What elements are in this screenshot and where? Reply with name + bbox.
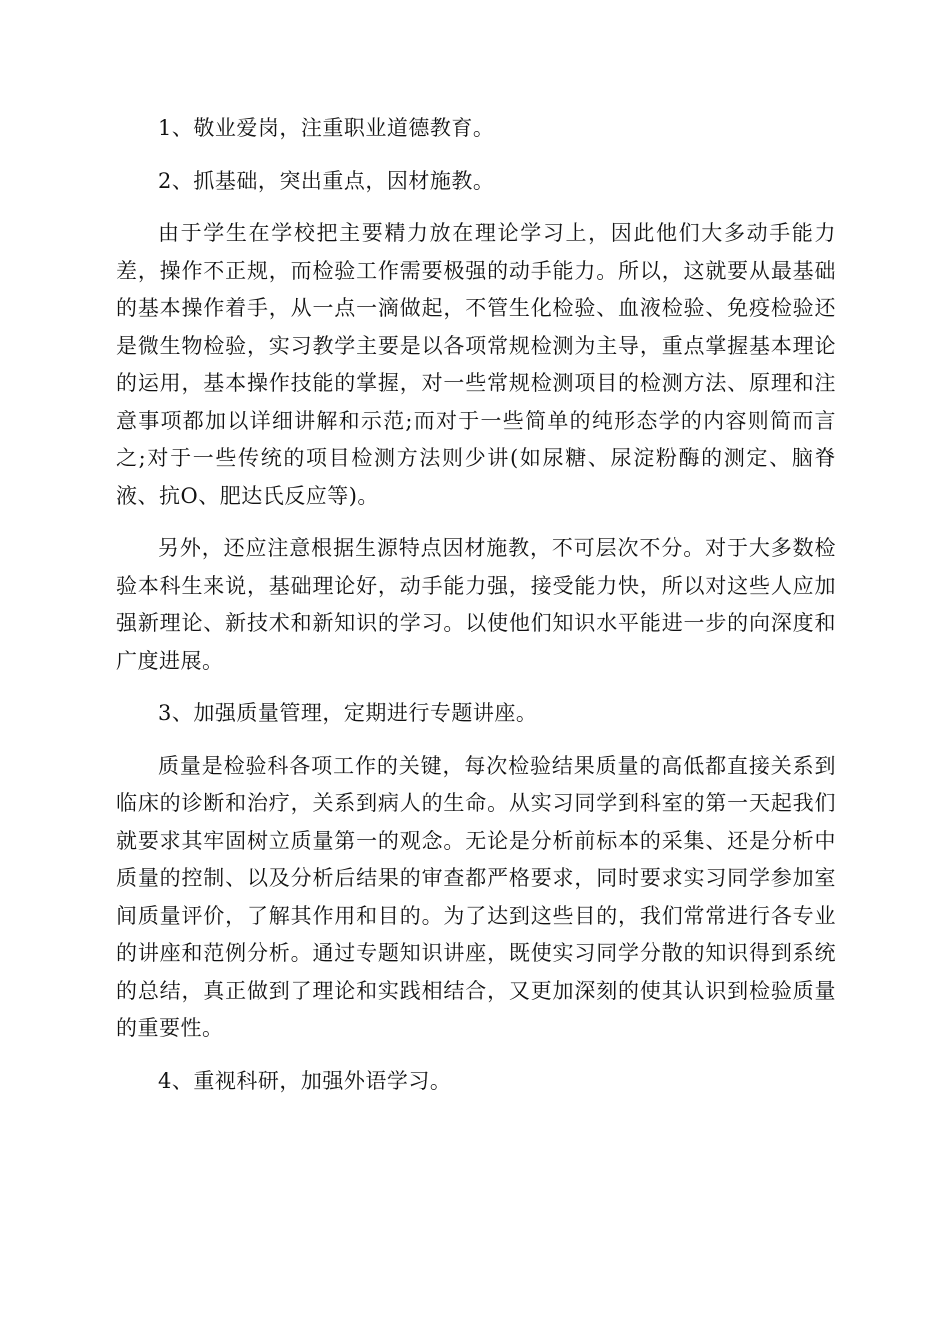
heading-point-3: 3、加强质量管理，定期进行专题讲座。	[158, 701, 538, 725]
heading-point-4: 4、重视科研，加强外语学习。	[158, 1068, 452, 1093]
heading-point-2: 2、抓基础，突出重点，因材施教。	[158, 168, 495, 193]
paragraph-quality-management: 质量是检验科各项工作的关键，每次检验结果质量的高低都直接关系到临床的诊断和治疗，关系到病人的生命。从实习同学到科室的第一天起我们就要求其牢固树立质量第一的观念。无论是分析前标本的采集、还是分析中质量的控制、以及分析后结果的审查都严格要求，同时要求实习同学参加室间质量评价，了解其作用和目的。为了达到这些目的，我们常常进行各专业的讲座和范例分析。通过专题知识讲座，既使实习同学分散的知识得到系统的总结，真正做到了理论和实践相结合，又更加深刻的使其认识到检验质量的重要性。	[116, 753, 836, 1040]
document-page	[116, 110, 836, 1100]
heading-point-1: 1、敬业爱岗，注重职业道德教育。	[158, 116, 495, 140]
paragraph-practical-training: 由于学生在学校把主要精力放在理论学习上，因此他们大多动手能力差，操作不正规，而检验工作需要极强的动手能力。所以，这就要从最基础的基本操作着手，从一点一滴做起，不管生化检验、血液检验、免疫检验还是微生物检验，实习教学主要是以各项常规检测为主导，重点掌握基本理论的运用，基本操作技能的掌握，对一些常规检测项目的检测方法、原理和注意事项都加以详细讲解和示范;而对于一些简单的纯形态学的内容则简而言之;对于一些传统的项目检测方法则少讲(如尿糖、尿淀粉酶的测定、脑脊液、抗O、肥达氏反应等)。	[116, 221, 836, 508]
paragraph-teach-by-level: 另外，还应注意根据生源特点因材施教，不可层次不分。对于大多数检验本科生来说，基础理论好，动手能力强，接受能力快，所以对这些人应加强新理论、新技术和新知识的学习。以使他们知识水平能进一步的向深度和广度进展。	[116, 536, 836, 673]
